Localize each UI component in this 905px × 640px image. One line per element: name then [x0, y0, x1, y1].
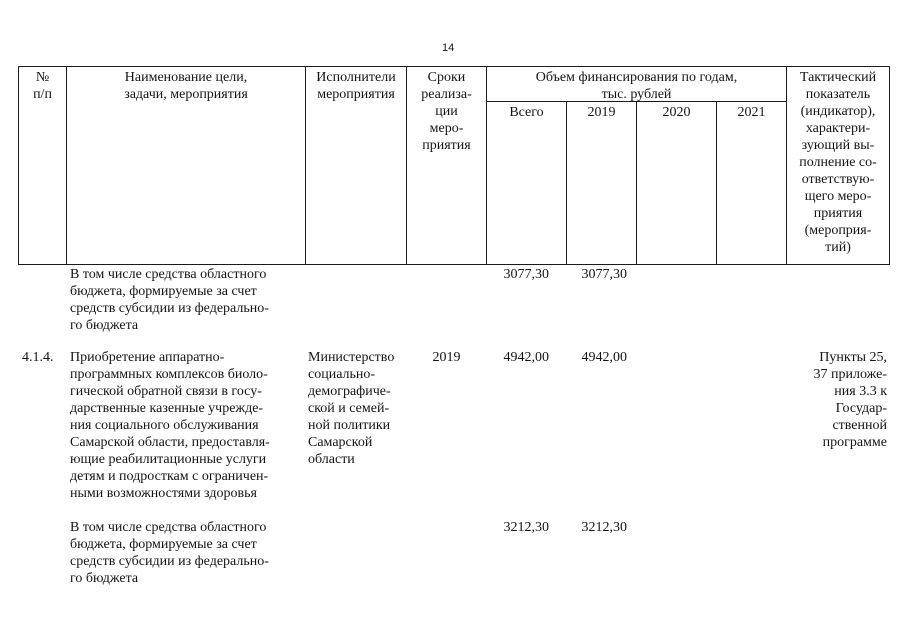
row3-name: В том числе средства областного бюджета, формируемые за счет средств субсидии из федерально- го бюджета [70, 520, 269, 586]
table-border-top [18, 66, 890, 67]
row2-num: 4.1.4. [22, 350, 54, 365]
column-divider-6 [636, 101, 637, 265]
header-name: Наименование цели, задачи, мероприятия [124, 70, 248, 102]
row1-name: В том числе средства областного бюджета, формируемые за счет средств субсидии из федерально- го бюджета [70, 267, 269, 333]
table-border-right [889, 66, 890, 265]
header-2019: 2019 [587, 105, 616, 120]
row2-name: Приобретение аппаратно- программных комплексов биоло- гической обратной связи в госу- дарственные казенные учрежде- ния социального обслуживания Самарской области, предоставля- ющие реабилитационные услуги детям и подросткам с ограничен- ными возможностями здоровья [70, 350, 270, 501]
row3-2019: 3212,30 [581, 520, 627, 535]
row2-terms: 2019 [432, 350, 461, 365]
table-border-header-bottom [18, 264, 890, 265]
row2-2019: 4942,00 [581, 350, 627, 365]
row2-indicator: Пункты 25, 37 приложе- ния 3.3 к Государ- ственной программе [813, 350, 887, 450]
header-terms: Сроки реализа- ции меро- приятия [421, 70, 472, 153]
header-indicator: Тактический показатель (индикатор), характери- зующий вы- полнение со- ответствую- щего меро- приятия (мероприя- тий) [799, 70, 877, 255]
row2-total: 4942,00 [503, 350, 549, 365]
column-divider-7 [716, 101, 717, 265]
row3-total: 3212,30 [503, 520, 549, 535]
page-number: 14 [442, 42, 455, 54]
header-2021: 2021 [737, 105, 766, 120]
header-funding: Объем финансирования по годам, тыс. рублей [535, 70, 738, 102]
header-executors: Исполнители мероприятия [316, 70, 396, 102]
header-num: № п/п [33, 70, 52, 102]
column-divider-5 [566, 101, 567, 265]
header-2020: 2020 [662, 105, 691, 120]
header-total: Всего [509, 105, 544, 120]
row1-2019: 3077,30 [581, 267, 627, 282]
row1-total: 3077,30 [503, 267, 549, 282]
row2-executors: Министерство социально- демографиче- ской и семей- ной политики Самарской области [308, 350, 395, 467]
